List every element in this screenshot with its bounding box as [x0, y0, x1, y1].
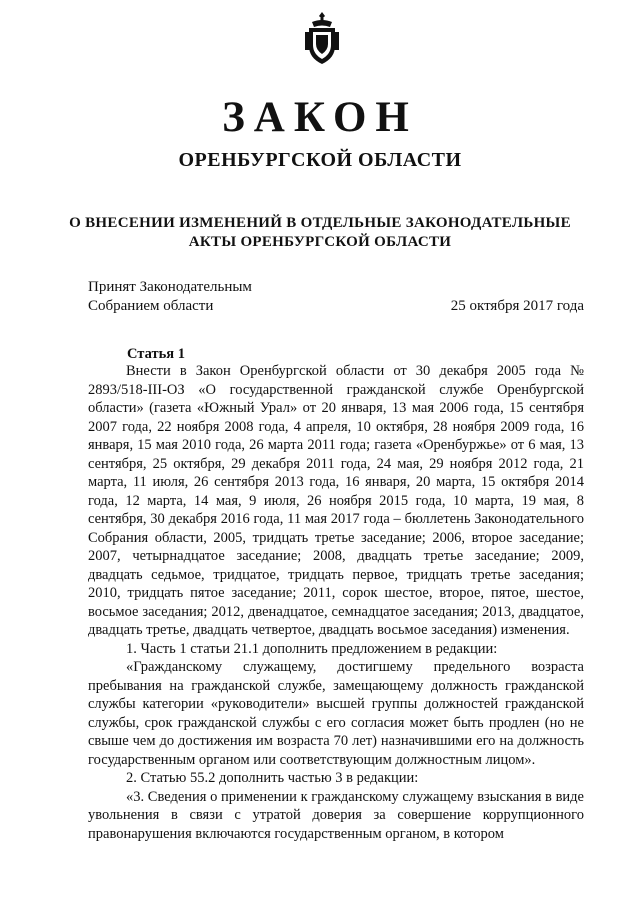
article-heading: Статья 1	[127, 346, 185, 362]
article-body	[88, 362, 584, 843]
adoption-note	[88, 278, 252, 316]
article-paragraph: Внести в Закон Оренбургской области от 30 декабря 2005 года № 2893/518-III-ОЗ «О государственной гражданской службе Оренбургской области» (газета «Южный Урал» от 20 января, 13 мая 2006 года, 15 сентября 2007 года, 22 ноября 2008 года, 4 апреля, 10 октября, 28 ноября 2009 года, 16 января, 15 мая 2010 года, 26 марта 2011 года; газета «Оренбуржье» от 6 мая, 13 сентября, 25 октября, 29 декабря 2011 года, 24 мая, 29 ноября 2012 года, 21 марта, 11 июля, 26 сентября 2013 года, 16 января, 20 марта, 15 октября 2014 года, 12 марта, 14 мая, 9 июля, 26 ноября 2015 года, 10 марта, 19 мая, 8 сентября, 30 декабря 2016 года, 11 мая 2017 года – бюллетень Законодательного Собрания области, 2005, тридцать третье заседание; 2006, второе заседание; 2007, четырнадцатое заседание; 2008, двадцать третье заседание; 2009, двадцать седьмое, тридцатое, тридцать первое, тридцать третье заседания; 2010, тридцать пятое заседание; 2011, сорок шестое, второе, пятое, шестое, восьмое заседания; 2012, двенадцатое, семнадцатое заседания; 2013, двадцатое, двадцать третье, двадцать четвертое, двадцать восьмое заседания) изменения.	[88, 363, 584, 638]
document-subject	[60, 214, 580, 252]
article-paragraph: «3. Сведения о применении к гражданскому служащему взыскания в виде увольнения в связи с утратой доверия за совершение коррупционного правонарушения включаются государственным органом, в котором	[88, 788, 584, 842]
article-paragraph: «Гражданскому служащему, достигшему предельного возраста пребывания на гражданской службе, замещающему должность гражданской службы категории «руководители» высшей группы должностей гражданской службы, срок гражданской службы с его согласия может быть продлен (но не свыше чем до достижения им возраста 70 лет) назначившими его на должность государственным органом или соответствующим должностным лицом».	[88, 659, 584, 768]
document-title: ЗАКОН	[222, 94, 418, 141]
article-paragraph: 2. Статью 55.2 дополнить частью 3 в редакции:	[126, 770, 419, 786]
adoption-date: 25 октября 2017 года	[450, 298, 584, 314]
article-paragraph: 1. Часть 1 статьи 21.1 дополнить предложением в редакции:	[126, 640, 498, 657]
subject-line: О ВНЕСЕНИИ ИЗМЕНЕНИЙ В ОТДЕЛЬНЫЕ ЗАКОНОДАТЕЛЬНЫЕ	[69, 215, 571, 231]
subject-line: АКТЫ ОРЕНБУРГСКОЙ ОБЛАСТИ	[188, 234, 452, 250]
adoption-line: Принят Законодательным	[88, 279, 252, 295]
adoption-line: Собранием области	[88, 298, 214, 314]
document-region: ОРЕНБУРГСКОЙ ОБЛАСТИ	[178, 149, 462, 171]
coat-of-arms-icon	[305, 10, 339, 66]
